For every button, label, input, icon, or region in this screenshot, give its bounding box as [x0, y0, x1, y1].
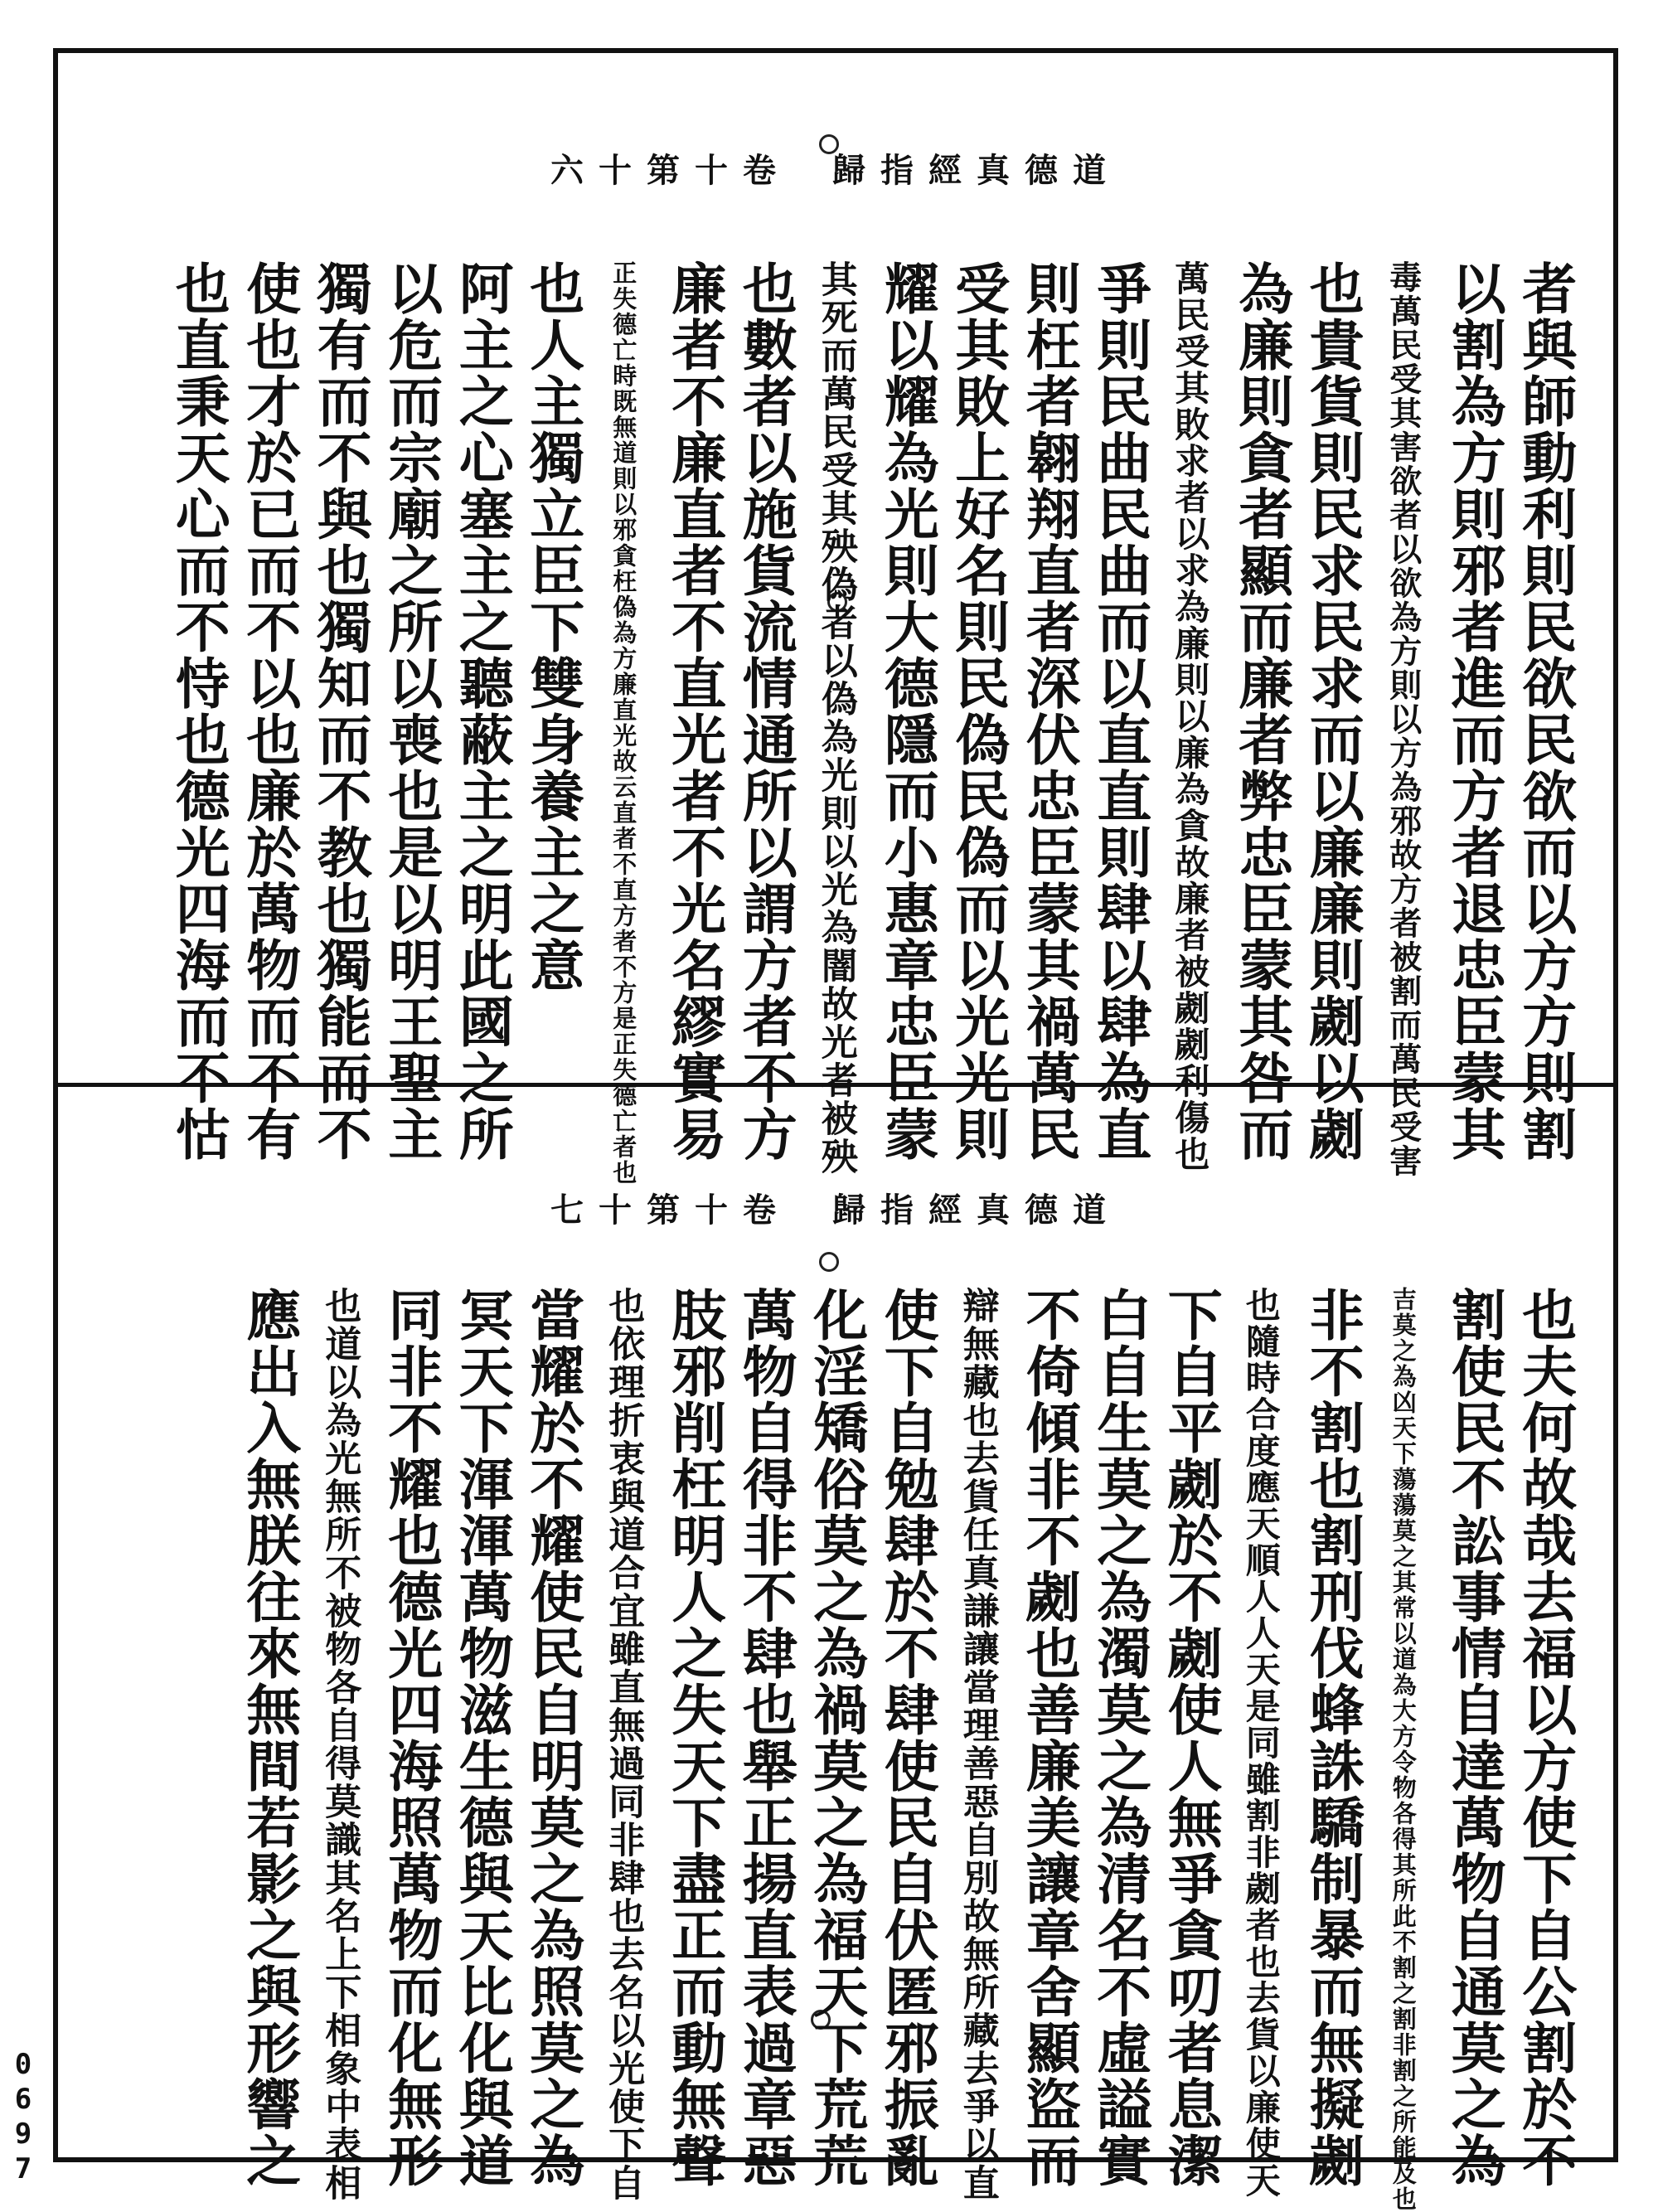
top-column-text: 也貴貨則民求民求而以廉廉則劌以劌	[1300, 260, 1365, 1162]
bottom-column	[234, 1287, 305, 2189]
bottom-column-text: 萬物自得非不肆也舉正揚直表過章惡	[733, 1287, 798, 2189]
top-column-text: 廉者不廉直者不直光者不光名繆實易	[662, 260, 727, 1162]
top-column	[376, 260, 447, 1162]
top-column	[659, 260, 730, 1162]
bottom-column-text: 肢邪削枉明人之失天下盡正而動無聲	[662, 1287, 727, 2189]
page-number: 0697	[7, 2048, 40, 2187]
top-text-columns	[162, 260, 1580, 1186]
bottom-column	[517, 1287, 589, 2189]
top-column	[1368, 260, 1439, 1178]
top-column	[234, 260, 305, 1162]
bottom-column	[1155, 1287, 1226, 2189]
bottom-column	[446, 1287, 517, 2189]
bottom-column-text: 冥天下渾渾萬物滋生德與天比化與道	[449, 1287, 515, 2189]
bottom-column	[588, 1287, 659, 2202]
top-column	[517, 260, 589, 1056]
bottom-column	[1368, 1287, 1439, 2212]
bottom-column	[1438, 1287, 1510, 2189]
bottom-column	[304, 1287, 376, 2202]
top-column	[871, 260, 943, 1162]
bottom-column-text: 不倚傾非不劌也善廉美讓章舍顯盜而	[1016, 1287, 1082, 2189]
top-column	[446, 260, 517, 1162]
bottom-column-text: 吉莫之為凶天下蕩蕩莫之其常以道為大方令物各得其所此不割之割非割之所能及也	[1389, 1287, 1418, 2212]
bottom-column-text: 應出入無朕往來無間若影之與形響之	[236, 1287, 302, 2189]
top-column-text: 正失德亡時既無道則以邪貪枉偽為方廉直光故云直者不直方者不方是正失德亡者也	[609, 260, 638, 1186]
top-column-text: 阿主之心塞主之聽蔽主之明此國之所	[449, 260, 515, 1162]
bottom-column-text: 下自平劌於不劌使人無爭貪叨者息潔	[1158, 1287, 1224, 2189]
top-column	[1155, 260, 1226, 1172]
top-column-text: 毒萬民受其害欲者以欲為方則以方為邪故方者被割而萬民受害	[1384, 260, 1423, 1178]
bottom-column-text: 也夫何故哉去福以方使下自公割於不	[1512, 1287, 1578, 2189]
top-column-text: 受其敗上好名則民偽民偽而以光光則	[945, 260, 1011, 1162]
bottom-column-text: 也隨時合度應天順人人天是同雖割非劌者也去貨以廉使天	[1240, 1287, 1282, 2199]
top-column-text: 以危而宗廟之所以喪也是以明王聖主	[378, 260, 444, 1162]
bottom-column-text: 化淫矯俗莫之為禍莫之為福天下荒荒	[803, 1287, 869, 2189]
bottom-column	[871, 1287, 943, 2189]
top-column-text: 也直秉天心而不恃也德光四海而不怙	[166, 260, 231, 1162]
top-title-label: 道德真經指歸	[832, 151, 1121, 190]
bottom-column-text: 割使民不訟事情自達萬物自通莫之為	[1442, 1287, 1507, 2189]
bottom-title-label: 道德真經指歸	[832, 1191, 1121, 1230]
top-volume-label: 卷十第十六	[550, 151, 791, 190]
top-column-text: 以割為方則邪者進而方者退忠臣蒙其	[1442, 260, 1507, 1162]
top-column	[1297, 260, 1368, 1162]
bottom-page	[58, 1088, 1613, 2212]
top-column-text: 為廉則貪者顯而廉者弊忠臣蒙其咎而	[1229, 260, 1294, 1162]
bottom-column-text: 也道以為光無所不被物各自得莫識其名上下相象中表相	[318, 1287, 361, 2202]
bottom-column	[801, 1287, 872, 2189]
top-page	[58, 53, 1613, 1186]
top-column-text: 獨有而不與也獨知而不教也獨能而不	[308, 260, 373, 1162]
top-column-text: 爭則民曲民曲而以直直則肆以肆為直	[1087, 260, 1152, 1162]
bottom-text-columns	[234, 1287, 1581, 2212]
bottom-volume-label: 卷十第十七	[550, 1191, 791, 1230]
bottom-column	[376, 1287, 447, 2189]
bottom-column-text: 非不割也割刑伐蜂誅驕制暴而無擬劌	[1300, 1287, 1365, 2189]
top-column-text: 者與師動利則民欲民欲而以方方則割	[1512, 260, 1578, 1162]
top-column-text: 其死而萬民受其殃偽者以偽為光則以光為闇故光者被殃	[814, 260, 857, 1176]
top-column	[1510, 260, 1581, 1162]
top-column	[943, 260, 1014, 1162]
bottom-column	[943, 1287, 1014, 2202]
top-column-text: 萬民受其敗求者以求為廉則以廉為貪故廉者被劌劌利傷也	[1170, 260, 1211, 1172]
top-column	[730, 260, 801, 1162]
top-column	[1438, 260, 1510, 1162]
top-column-text: 則枉者翱翔直者深伏忠臣蒙其禍萬民	[1016, 260, 1082, 1162]
bottom-column-text: 也依理折衷與道合宜雖直無過同非肆也去名以光使下自	[602, 1287, 645, 2202]
top-column	[1084, 260, 1156, 1162]
bottom-column	[1297, 1287, 1368, 2189]
top-column	[1226, 260, 1297, 1162]
bottom-circle-mark	[819, 1252, 839, 1272]
top-column	[304, 260, 376, 1162]
top-column-text: 耀以耀為光則大德隱而小惠章忠臣蒙	[875, 260, 940, 1162]
bottom-column	[1510, 1287, 1581, 2189]
bottom-column	[659, 1287, 730, 2189]
bottom-column-text: 使下自勉肆於不肆使民自伏匿邪振亂	[875, 1287, 940, 2189]
bottom-column-text: 當耀於不耀使民自明莫之為照莫之為	[520, 1287, 585, 2189]
top-column	[162, 260, 234, 1162]
bottom-page-header	[58, 1184, 1613, 1231]
top-column	[588, 260, 659, 1186]
top-column	[801, 260, 872, 1176]
bottom-column	[1084, 1287, 1156, 2189]
top-column	[1013, 260, 1084, 1162]
top-column-text: 使也才於已而不以也廉於萬物而不有	[236, 260, 302, 1162]
top-column-text: 也人主獨立臣下雙身養主之意	[520, 260, 585, 993]
top-circle-mark	[819, 134, 839, 154]
bottom-column	[1013, 1287, 1084, 2189]
bottom-column-text: 辯無藏也去貨任真謙讓當理善惡自別故無所藏去爭以直	[956, 1287, 999, 2202]
bottom-column-text: 同非不耀也德光四海照萬物而化無形	[378, 1287, 444, 2189]
bottom-column-text: 白自生莫之為濁莫之為清名不虛謚實	[1087, 1287, 1152, 2189]
top-column-text: 也數者以施貨流情通所以謂方者不方	[733, 260, 798, 1162]
bottom-column	[730, 1287, 801, 2189]
bottom-column	[1226, 1287, 1297, 2199]
